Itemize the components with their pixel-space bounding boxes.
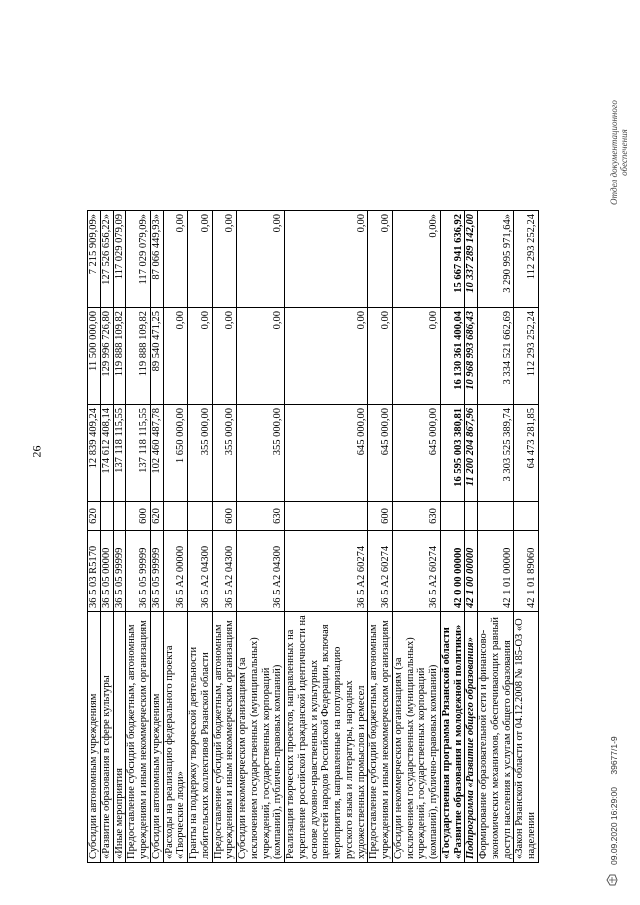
row-name-cell: Субсидии некоммерческим организациям (за исключением государственных (муниципальных) учреждений, государственных корпораций (компаний), публично-правовых компаний) bbox=[237, 612, 285, 863]
row-amount-3-cell: 15 667 941 636,92 bbox=[440, 211, 465, 308]
row-amount-3-cell: 127 526 656,22» bbox=[100, 211, 113, 308]
coat-of-arms-icon bbox=[606, 873, 618, 887]
budget-table bbox=[87, 210, 539, 863]
table-row bbox=[514, 211, 539, 863]
table-row bbox=[212, 211, 237, 863]
row-expense-type-cell bbox=[285, 502, 368, 531]
row-name-cell: «Государственная программа Рязанской области «Развитие образования и молодежной политики» bbox=[440, 612, 465, 863]
row-amount-3-cell: 0,00 bbox=[237, 211, 285, 308]
stamp-line-1: Отдел документационного bbox=[609, 100, 619, 205]
row-expense-type-cell: 600 bbox=[368, 502, 393, 531]
table-row bbox=[440, 211, 465, 863]
footer-datetime: 09.09.2020 16:29:00 bbox=[609, 787, 619, 865]
page-number: 26 bbox=[29, 445, 44, 458]
row-code-cell: 36 5 A2 04300 bbox=[212, 531, 237, 612]
row-amount-1-cell: 3 303 525 389,74 bbox=[478, 405, 514, 502]
row-amount-2-cell: 0,00 bbox=[188, 308, 213, 405]
row-expense-type-cell bbox=[163, 502, 188, 531]
row-amount-1-cell: 355 000,00 bbox=[188, 405, 213, 502]
row-amount-3-cell: 0,00 bbox=[212, 211, 237, 308]
row-amount-1-cell: 174 612 408,14 bbox=[100, 405, 113, 502]
row-code-cell: 36 5 05 99999 bbox=[113, 531, 126, 612]
row-code-cell: 36 5 A2 60274 bbox=[285, 531, 368, 612]
row-name-cell: Подпрограмма «Развитие общего образования» bbox=[465, 612, 478, 863]
stamp-line-2: обеспечения bbox=[618, 129, 629, 176]
row-amount-2-cell: 0,00 bbox=[368, 308, 393, 405]
row-code-cell: 42 1 00 00000 bbox=[465, 531, 478, 612]
row-amount-1-cell: 137 118 115,55 bbox=[113, 405, 126, 502]
row-amount-1-cell: 11 200 204 867,96 bbox=[465, 405, 478, 502]
table-row bbox=[113, 211, 126, 863]
table-row bbox=[150, 211, 163, 863]
row-name-cell: Предоставление субсидий бюджетным, автономным учреждениям и иным некоммерческим организациям bbox=[126, 612, 151, 863]
table-row bbox=[285, 211, 368, 863]
row-amount-2-cell: 129 996 726,80 bbox=[100, 308, 113, 405]
table-row bbox=[465, 211, 478, 863]
row-amount-3-cell: 0,00 bbox=[188, 211, 213, 308]
table-row bbox=[188, 211, 213, 863]
row-name-cell: Реализация творческих проектов, направленных на укрепление российской гражданской идентичности на основе духовно-нравственных и культурных ценностей народов Российской Федерации, включая мероприятия, направленные на популяризацию русского языка и литературы, народных художественных промыслов и ремесел bbox=[285, 612, 368, 863]
row-amount-1-cell: 645 000,00 bbox=[392, 405, 440, 502]
department-stamp bbox=[610, 100, 630, 205]
row-amount-2-cell: 16 130 361 400,04 bbox=[440, 308, 465, 405]
row-amount-1-cell: 12 839 409,24 bbox=[88, 405, 101, 502]
table-row bbox=[478, 211, 514, 863]
row-name-cell: Формирование образовательной сети и финансово-экономических механизмов, обеспечивающих равный доступ населения к услугам общего образования bbox=[478, 612, 514, 863]
table-row bbox=[100, 211, 113, 863]
row-amount-3-cell: 0,00 bbox=[163, 211, 188, 308]
row-expense-type-cell bbox=[465, 502, 478, 531]
row-name-cell: Субсидии автономным учреждениям bbox=[150, 612, 163, 863]
row-expense-type-cell bbox=[113, 502, 126, 531]
footer bbox=[609, 726, 619, 865]
row-code-cell: 36 5 A2 04300 bbox=[237, 531, 285, 612]
table-row bbox=[368, 211, 393, 863]
row-amount-2-cell: 0,00 bbox=[237, 308, 285, 405]
row-amount-1-cell: 355 000,00 bbox=[237, 405, 285, 502]
row-amount-3-cell: 10 337 289 142,00 bbox=[465, 211, 478, 308]
row-amount-3-cell: 0,00» bbox=[392, 211, 440, 308]
row-code-cell: 36 5 A2 60274 bbox=[392, 531, 440, 612]
row-amount-2-cell: 11 500 000,00 bbox=[88, 308, 101, 405]
row-name-cell: Предоставление субсидий бюджетным, автономным учреждениям и иным некоммерческим организациям bbox=[368, 612, 393, 863]
row-code-cell: 42 1 01 00000 bbox=[478, 531, 514, 612]
row-amount-3-cell: 7 215 909,09» bbox=[88, 211, 101, 308]
row-amount-3-cell: 117 029 079,09 bbox=[113, 211, 126, 308]
row-expense-type-cell bbox=[478, 502, 514, 531]
row-amount-2-cell: 3 334 521 662,69 bbox=[478, 308, 514, 405]
footer-doc-id: 39677/1-9 bbox=[609, 736, 619, 775]
row-expense-type-cell bbox=[188, 502, 213, 531]
row-amount-3-cell: 0,00 bbox=[368, 211, 393, 308]
row-amount-1-cell: 1 650 000,00 bbox=[163, 405, 188, 502]
row-name-cell: Субсидии автономным учреждениям bbox=[88, 612, 101, 863]
row-code-cell: 42 0 00 00000 bbox=[440, 531, 465, 612]
row-amount-3-cell: 117 029 079,09» bbox=[126, 211, 151, 308]
row-amount-2-cell: 0,00 bbox=[285, 308, 368, 405]
table-row bbox=[237, 211, 285, 863]
row-amount-2-cell: 112 293 252,24 bbox=[514, 308, 539, 405]
row-amount-2-cell: 89 540 471,25 bbox=[150, 308, 163, 405]
row-code-cell: 36 5 03 R5170 bbox=[88, 531, 101, 612]
row-amount-2-cell: 119 888 109,82 bbox=[113, 308, 126, 405]
row-expense-type-cell: 600 bbox=[212, 502, 237, 531]
row-expense-type-cell bbox=[440, 502, 465, 531]
row-amount-1-cell: 16 595 003 380,81 bbox=[440, 405, 465, 502]
row-amount-2-cell: 119 888 109,82 bbox=[126, 308, 151, 405]
row-expense-type-cell: 630 bbox=[237, 502, 285, 531]
row-code-cell: 36 5 05 00000 bbox=[100, 531, 113, 612]
row-amount-1-cell: 102 460 487,78 bbox=[150, 405, 163, 502]
table-row bbox=[163, 211, 188, 863]
row-amount-3-cell: 0,00 bbox=[285, 211, 368, 308]
row-expense-type-cell: 630 bbox=[392, 502, 440, 531]
row-code-cell: 36 5 A2 00000 bbox=[163, 531, 188, 612]
row-name-cell: Предоставление субсидий бюджетным, автономным учреждениям и иным некоммерческим организациям bbox=[212, 612, 237, 863]
row-name-cell: «Развитие образования в сфере культуры bbox=[100, 612, 113, 863]
row-expense-type-cell: 600 bbox=[126, 502, 151, 531]
row-name-cell: Гранты на поддержку творческой деятельности любительских коллективов Рязанской области bbox=[188, 612, 213, 863]
row-amount-1-cell: 64 473 281,85 bbox=[514, 405, 539, 502]
row-amount-2-cell: 0,00 bbox=[392, 308, 440, 405]
table-row bbox=[392, 211, 440, 863]
row-expense-type-cell bbox=[514, 502, 539, 531]
row-code-cell: 42 1 01 89060 bbox=[514, 531, 539, 612]
row-code-cell: 36 5 05 99999 bbox=[126, 531, 151, 612]
row-expense-type-cell: 620 bbox=[150, 502, 163, 531]
row-amount-2-cell: 0,00 bbox=[212, 308, 237, 405]
row-amount-3-cell: 112 293 252,24 bbox=[514, 211, 539, 308]
row-amount-1-cell: 645 000,00 bbox=[368, 405, 393, 502]
row-name-cell: Субсидии некоммерческим организациям (за исключением государственных (муниципальных) учреждений, государственных корпораций (компаний), публично-правовых компаний) bbox=[392, 612, 440, 863]
row-amount-1-cell: 355 000,00 bbox=[212, 405, 237, 502]
table-row bbox=[88, 211, 101, 863]
row-amount-3-cell: 3 290 995 971,64» bbox=[478, 211, 514, 308]
row-code-cell: 36 5 05 99999 bbox=[150, 531, 163, 612]
row-code-cell: 36 5 A2 60274 bbox=[368, 531, 393, 612]
row-amount-1-cell: 645 000,00 bbox=[285, 405, 368, 502]
row-name-cell: «Иные мероприятия bbox=[113, 612, 126, 863]
row-amount-1-cell: 137 118 115,55 bbox=[126, 405, 151, 502]
table-row bbox=[126, 211, 151, 863]
row-amount-2-cell: 0,00 bbox=[163, 308, 188, 405]
row-amount-2-cell: 10 968 993 686,43 bbox=[465, 308, 478, 405]
row-name-cell: «Расходы на реализацию федерального проекта «Творческие люди» bbox=[163, 612, 188, 863]
row-code-cell: 36 5 A2 04300 bbox=[188, 531, 213, 612]
row-expense-type-cell: 620 bbox=[88, 502, 101, 531]
row-expense-type-cell bbox=[100, 502, 113, 531]
row-name-cell: «Закон Рязанской области от 04.12.2008 № 185-ОЗ «О наделении bbox=[514, 612, 539, 863]
row-amount-3-cell: 87 066 449,93» bbox=[150, 211, 163, 308]
